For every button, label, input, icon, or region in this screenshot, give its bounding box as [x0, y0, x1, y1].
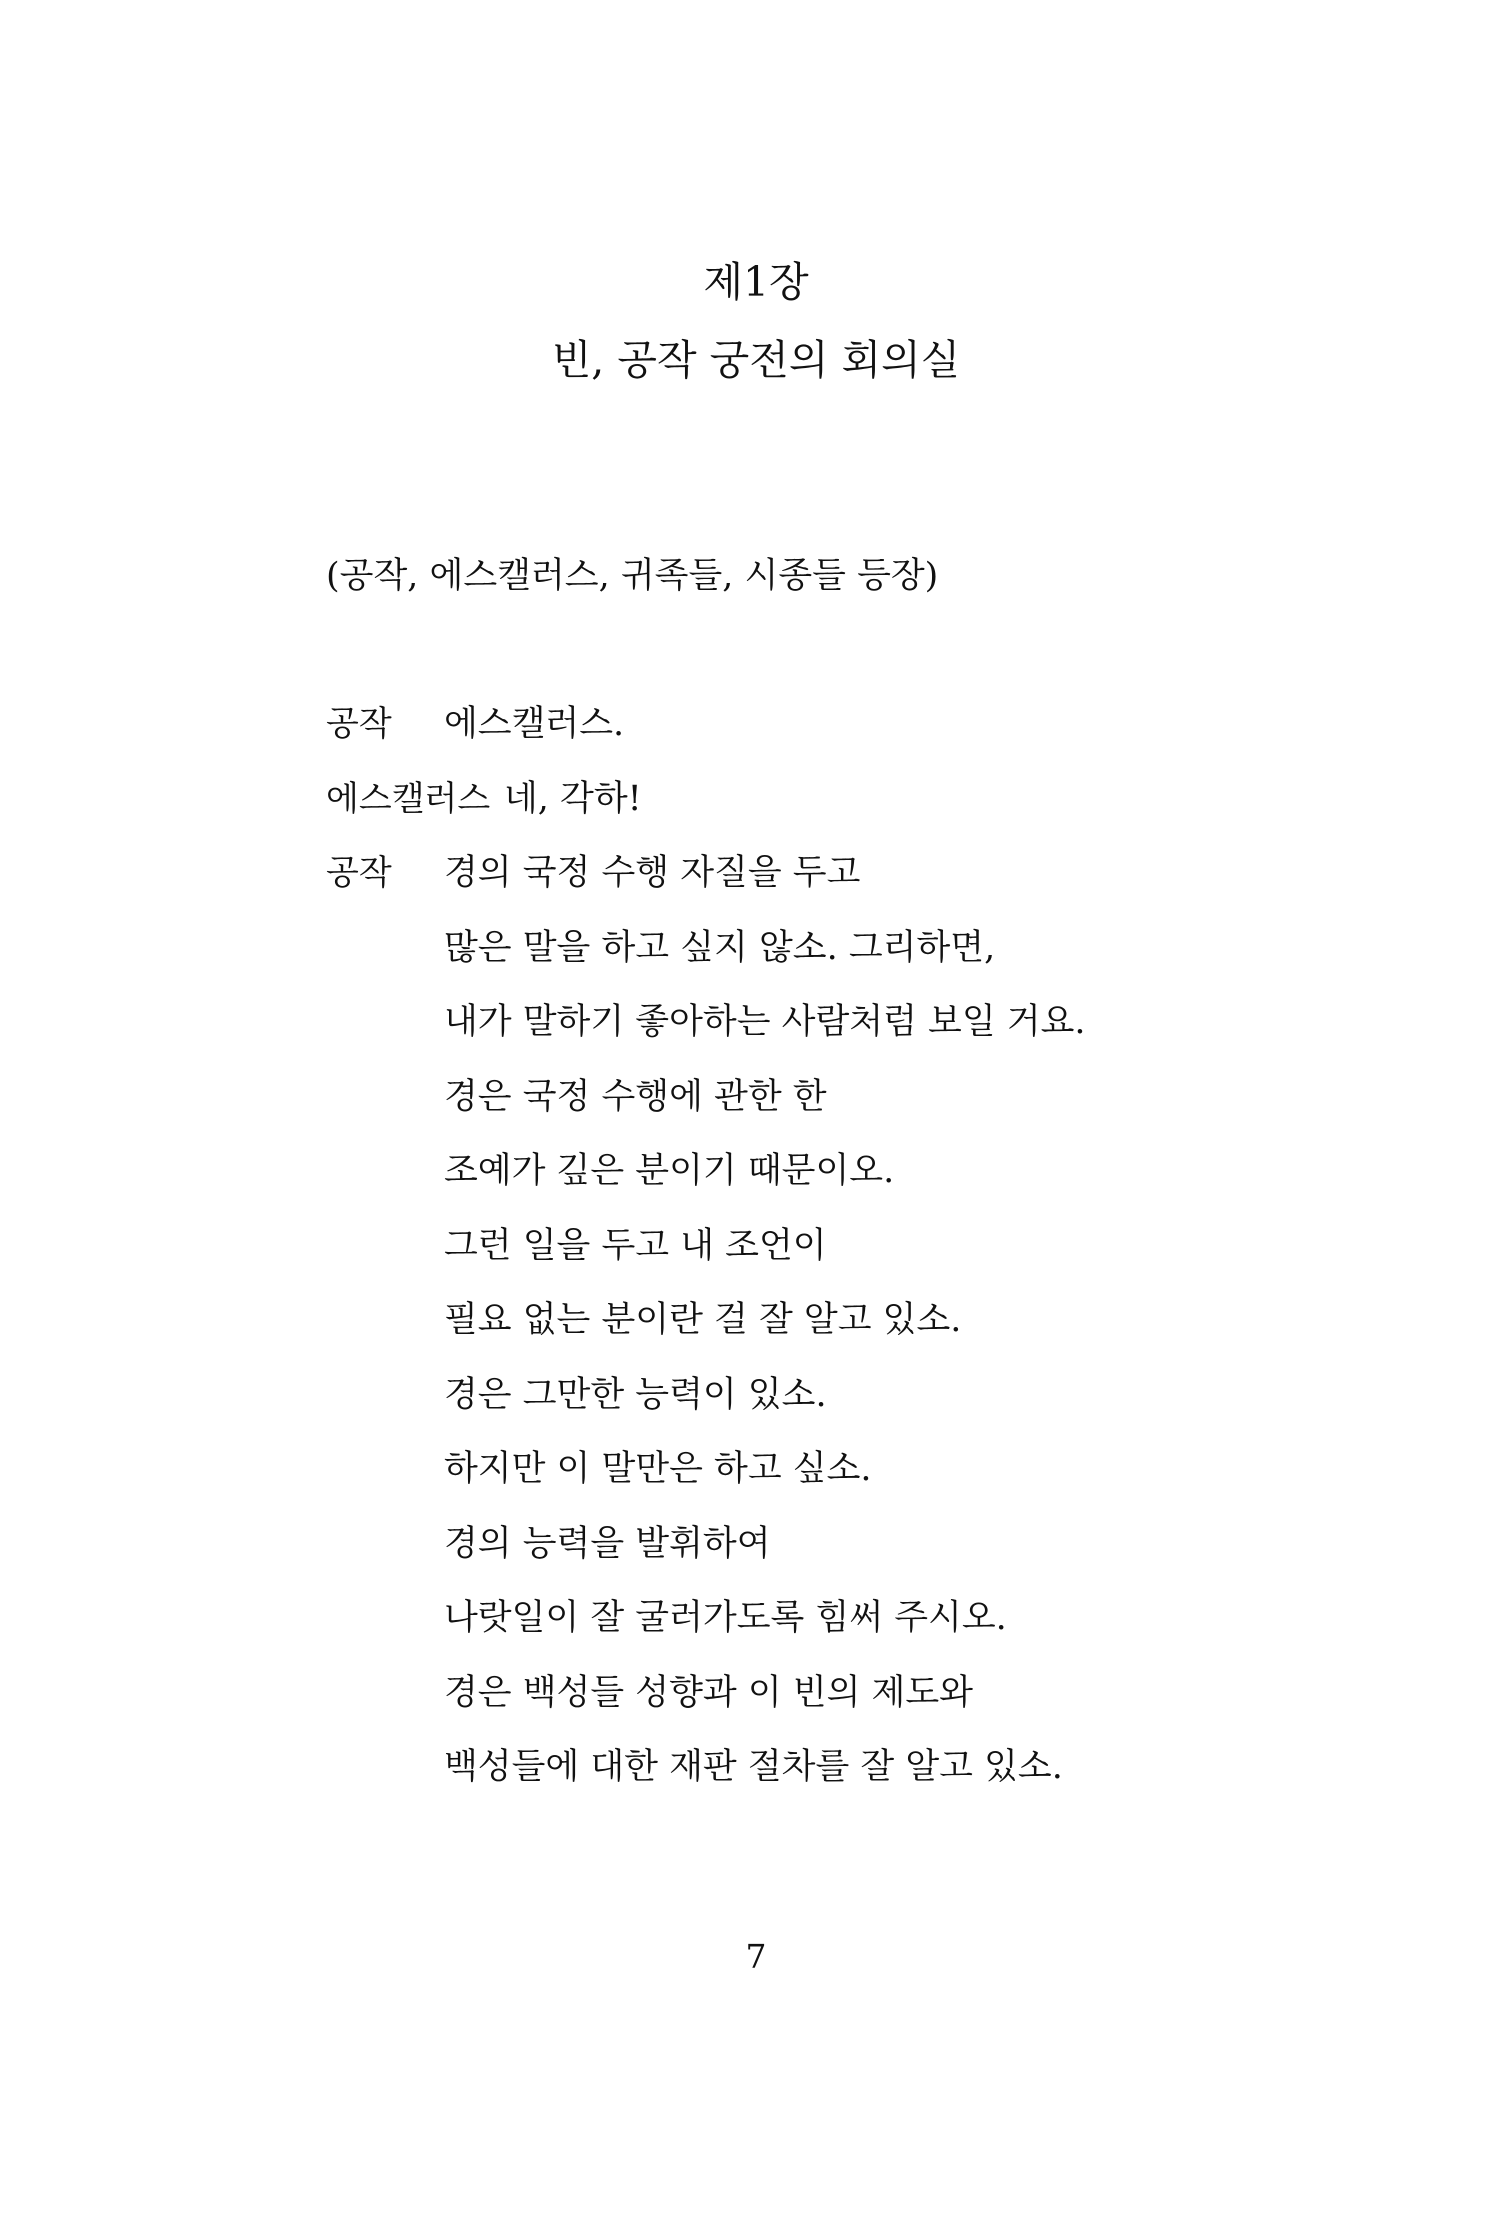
speaker-name: 에스캘러스	[326, 778, 491, 819]
speech-text: 경의 국정 수행 자질을 두고	[444, 853, 861, 893]
speech-text: 많은 말을 하고 싶지 않소. 그리하면,	[444, 927, 996, 968]
dialogue-line	[326, 1368, 1426, 1443]
dialogue-line	[326, 1591, 1426, 1666]
speech-text: 백성들에 대한 재판 절차를 잘 알고 있소.	[444, 1747, 1063, 1787]
speech-text: 네, 각하!	[504, 778, 642, 819]
speech-text: 내가 말하기 좋아하는 사람처럼 보일 거요.	[444, 1002, 1086, 1042]
dialogue-line	[326, 846, 1426, 921]
dialogue-line	[326, 1517, 1426, 1592]
speaker-name: 공작	[326, 704, 392, 744]
dialogue-block	[326, 697, 1426, 1815]
speech-text: 에스캘러스.	[444, 704, 625, 744]
dialogue-line	[326, 1666, 1426, 1741]
speech-text: 경은 그만한 능력이 있소.	[444, 1374, 827, 1415]
chapter-title: 빈, 공작 궁전의 회의실	[551, 336, 961, 384]
dialogue-line	[326, 697, 1426, 772]
dialogue-line	[326, 1442, 1426, 1517]
speech-text: 하지만 이 말만은 하고 싶소.	[444, 1449, 872, 1489]
dialogue-line	[326, 772, 1426, 847]
dialogue-line	[326, 921, 1426, 996]
dialogue-line	[326, 995, 1426, 1070]
speech-text: 나랏일이 잘 굴러가도록 힘써 주시오.	[444, 1598, 1007, 1638]
page-number: 7	[745, 1937, 767, 1976]
dialogue-line	[326, 1070, 1426, 1145]
speech-text: 그런 일을 두고 내 조언이	[444, 1225, 827, 1266]
chapter-number: 제1장	[703, 258, 809, 306]
stage-direction: (공작, 에스캘러스, 귀족들, 시종들 등장)	[326, 556, 939, 596]
dialogue-line	[326, 1219, 1426, 1294]
speech-text: 필요 없는 분이란 걸 잘 알고 있소.	[444, 1300, 962, 1340]
dialogue-line	[326, 1740, 1426, 1815]
dialogue-line	[326, 1293, 1426, 1368]
dialogue-line	[326, 1144, 1426, 1219]
speech-text: 조예가 깊은 분이기 때문이오.	[444, 1151, 895, 1191]
speech-text: 경은 국정 수행에 관한 한	[444, 1076, 827, 1117]
speaker-name: 공작	[326, 853, 392, 893]
speech-text: 경은 백성들 성향과 이 빈의 제도와	[444, 1672, 973, 1713]
speech-text: 경의 능력을 발휘하여	[444, 1523, 771, 1564]
